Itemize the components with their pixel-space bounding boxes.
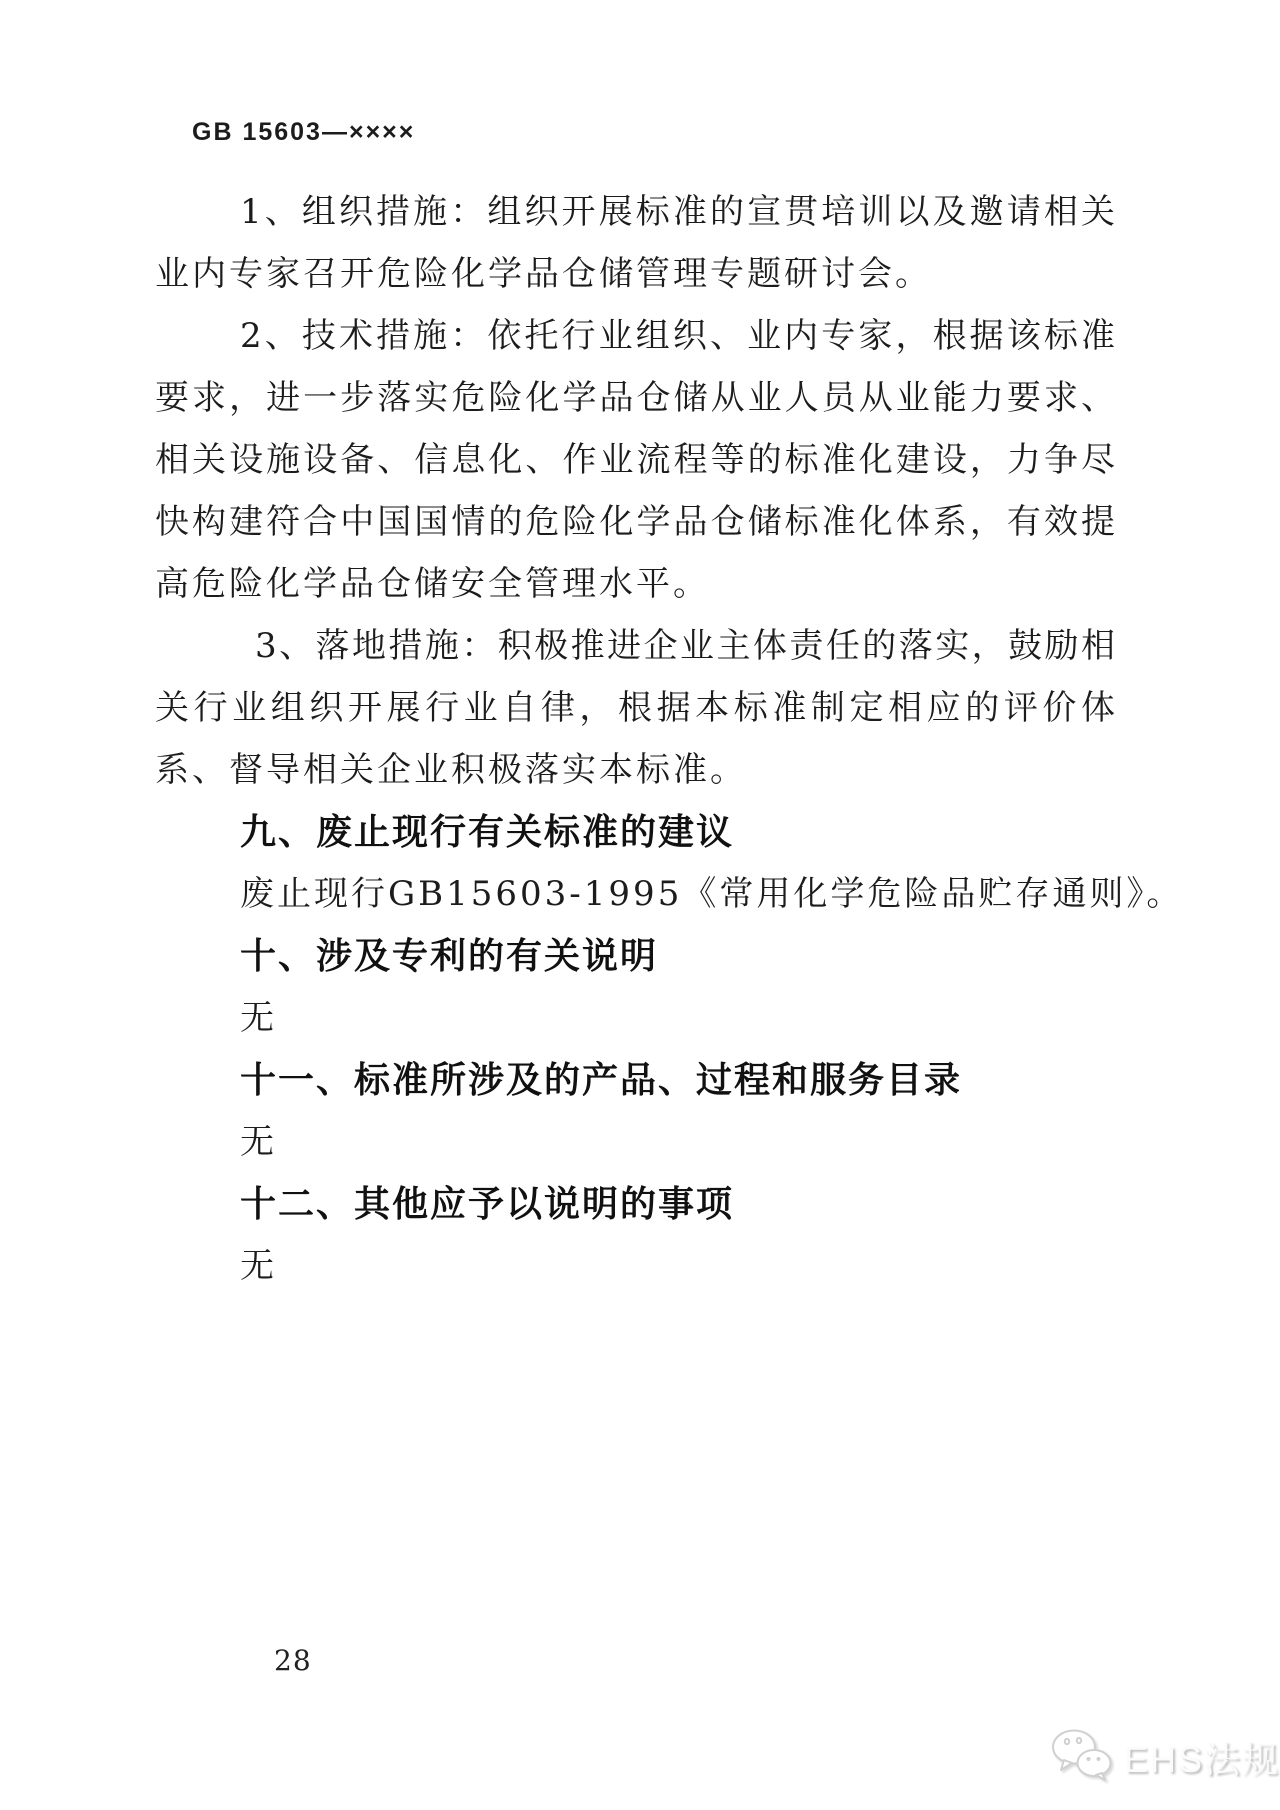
body-line: 无 — [240, 998, 277, 1038]
section-heading: 九、废止现行有关标准的建议 — [240, 811, 735, 852]
body-line: 无 — [240, 1246, 277, 1286]
section-heading: 十、涉及专利的有关说明 — [240, 935, 659, 976]
body-line: 2、技术措施：依托行业组织、业内专家，根据该标准 — [240, 316, 1117, 356]
body-line: 快构建符合中国国情的危险化学品仓储标准化体系，有效提 — [155, 502, 1117, 542]
body-line: 3、落地措施：积极推进企业主体责任的落实，鼓励相 — [255, 626, 1117, 666]
document-body — [155, 181, 1184, 1297]
body-line: 无 — [240, 1122, 277, 1162]
body-line: 废止现行GB15603-1995《常用化学危险品贮存通则》。 — [240, 874, 1184, 914]
section-heading: 十二、其他应予以说明的事项 — [240, 1183, 735, 1224]
watermark-label: EHS法规 — [1124, 1738, 1280, 1780]
watermark — [1050, 1728, 1280, 1786]
section-heading: 十一、标准所涉及的产品、过程和服务目录 — [240, 1059, 963, 1100]
body-line: 业内专家召开危险化学品仓储管理专题研讨会。 — [155, 254, 932, 294]
page-number: 28 — [274, 1644, 312, 1677]
body-line: 要求，进一步落实危险化学品仓储从业人员从业能力要求、 — [155, 378, 1117, 418]
body-line: 高危险化学品仓储安全管理水平。 — [155, 564, 710, 604]
body-line: 关行业组织开展行业自律，根据本标准制定相应的评价体 — [155, 688, 1117, 728]
body-line: 系、督导相关企业积极落实本标准。 — [155, 750, 747, 790]
wechat-icon — [1050, 1728, 1114, 1786]
body-line: 1、组织措施：组织开展标准的宣贯培训以及邀请相关 — [240, 192, 1117, 232]
standard-code-header: GB 15603—×××× — [192, 118, 416, 146]
body-line: 相关设施设备、信息化、作业流程等的标准化建设，力争尽 — [155, 440, 1117, 480]
